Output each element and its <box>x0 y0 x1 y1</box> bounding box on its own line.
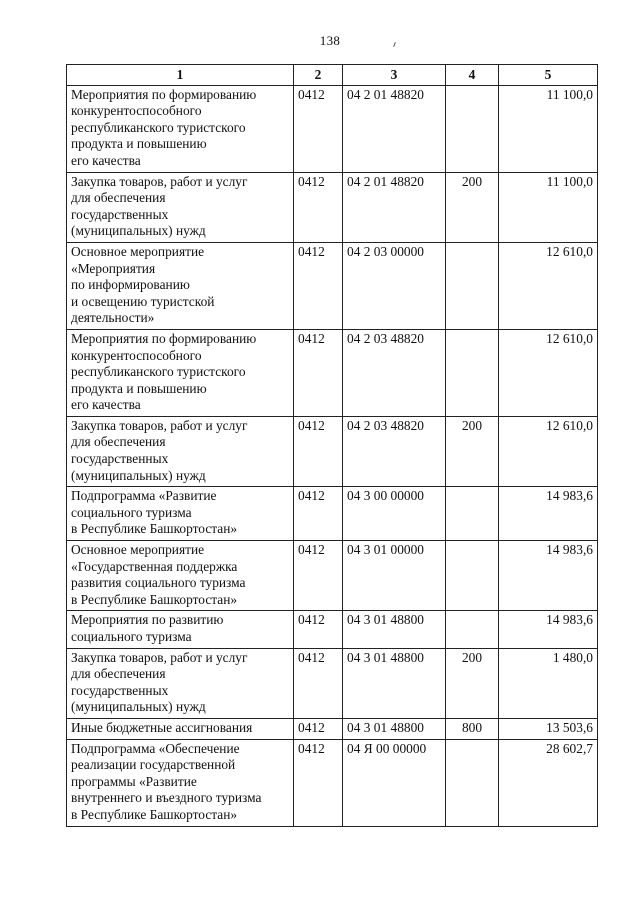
cell-section-code: 0412 <box>294 487 343 541</box>
budget-allocation-table <box>66 64 598 827</box>
cell-name: Закупка товаров, работ и услуг для обеспечения государственных (муниципальных) нужд <box>67 416 294 486</box>
header-col-exptype: 4 <box>446 65 499 86</box>
cell-section-code: 0412 <box>294 541 343 611</box>
cell-expense-type <box>446 739 499 826</box>
cell-target-code: 04 2 03 48820 <box>343 329 446 416</box>
table-body <box>67 85 598 826</box>
cell-name: Основное мероприятие «Государственная поддержка развития социального туризма в Республике Башкортостан» <box>67 541 294 611</box>
table-row <box>67 172 598 242</box>
cell-expense-type <box>446 487 499 541</box>
cell-section-code: 0412 <box>294 739 343 826</box>
table-row <box>67 242 598 329</box>
cell-amount: 1 480,0 <box>499 648 598 718</box>
cell-expense-type <box>446 541 499 611</box>
cell-section-code: 0412 <box>294 85 343 172</box>
cell-name: Иные бюджетные ассигнования <box>67 718 294 739</box>
header-col-target: 3 <box>343 65 446 86</box>
cell-name: Подпрограмма «Обеспечение реализации государственной программы «Развитие внутреннего и въездного туризма в Республике Башкортостан» <box>67 739 294 826</box>
scan-artifact-mark <box>393 42 396 47</box>
cell-target-code: 04 2 03 48820 <box>343 416 446 486</box>
cell-amount: 14 983,6 <box>499 611 598 648</box>
cell-amount: 11 100,0 <box>499 85 598 172</box>
cell-name: Мероприятия по формированию конкурентоспособного республиканского туристского продукта и повышению его качества <box>67 85 294 172</box>
cell-target-code: 04 3 01 00000 <box>343 541 446 611</box>
cell-amount: 13 503,6 <box>499 718 598 739</box>
cell-expense-type: 800 <box>446 718 499 739</box>
table-row <box>67 487 598 541</box>
cell-section-code: 0412 <box>294 242 343 329</box>
table-row <box>67 718 598 739</box>
cell-amount: 14 983,6 <box>499 487 598 541</box>
cell-expense-type: 200 <box>446 416 499 486</box>
cell-section-code: 0412 <box>294 648 343 718</box>
table-row <box>67 541 598 611</box>
cell-expense-type: 200 <box>446 172 499 242</box>
cell-target-code: 04 2 01 48820 <box>343 172 446 242</box>
cell-target-code: 04 3 01 48800 <box>343 718 446 739</box>
cell-amount: 11 100,0 <box>499 172 598 242</box>
cell-target-code: 04 3 00 00000 <box>343 487 446 541</box>
cell-name: Подпрограмма «Развитие социального туризма в Республике Башкортостан» <box>67 487 294 541</box>
cell-target-code: 04 2 01 48820 <box>343 85 446 172</box>
cell-name: Закупка товаров, работ и услуг для обеспечения государственных (муниципальных) нужд <box>67 172 294 242</box>
cell-target-code: 04 Я 00 00000 <box>343 739 446 826</box>
cell-section-code: 0412 <box>294 172 343 242</box>
cell-amount: 12 610,0 <box>499 416 598 486</box>
cell-section-code: 0412 <box>294 718 343 739</box>
cell-name: Мероприятия по развитию социального туризма <box>67 611 294 648</box>
table-row <box>67 739 598 826</box>
cell-target-code: 04 3 01 48800 <box>343 611 446 648</box>
table-row <box>67 416 598 486</box>
cell-name: Основное мероприятие «Мероприятия по информированию и освещению туристской деятельности» <box>67 242 294 329</box>
table-row <box>67 329 598 416</box>
cell-expense-type: 200 <box>446 648 499 718</box>
cell-amount: 12 610,0 <box>499 329 598 416</box>
cell-amount: 28 602,7 <box>499 739 598 826</box>
table-row <box>67 648 598 718</box>
cell-amount: 14 983,6 <box>499 541 598 611</box>
header-col-name: 1 <box>67 65 294 86</box>
table-row <box>67 611 598 648</box>
cell-expense-type <box>446 85 499 172</box>
cell-section-code: 0412 <box>294 416 343 486</box>
cell-expense-type <box>446 242 499 329</box>
cell-expense-type <box>446 329 499 416</box>
table-header-row <box>67 65 598 86</box>
cell-target-code: 04 3 01 48800 <box>343 648 446 718</box>
cell-name: Мероприятия по формированию конкурентоспособного республиканского туристского продукта и повышению его качества <box>67 329 294 416</box>
cell-target-code: 04 2 03 00000 <box>343 242 446 329</box>
header-col-amount: 5 <box>499 65 598 86</box>
table-row <box>67 85 598 172</box>
cell-expense-type <box>446 611 499 648</box>
cell-amount: 12 610,0 <box>499 242 598 329</box>
cell-section-code: 0412 <box>294 329 343 416</box>
cell-section-code: 0412 <box>294 611 343 648</box>
page-number: 138 <box>319 33 341 48</box>
cell-name: Закупка товаров, работ и услуг для обеспечения государственных (муниципальных) нужд <box>67 648 294 718</box>
header-col-section: 2 <box>294 65 343 86</box>
